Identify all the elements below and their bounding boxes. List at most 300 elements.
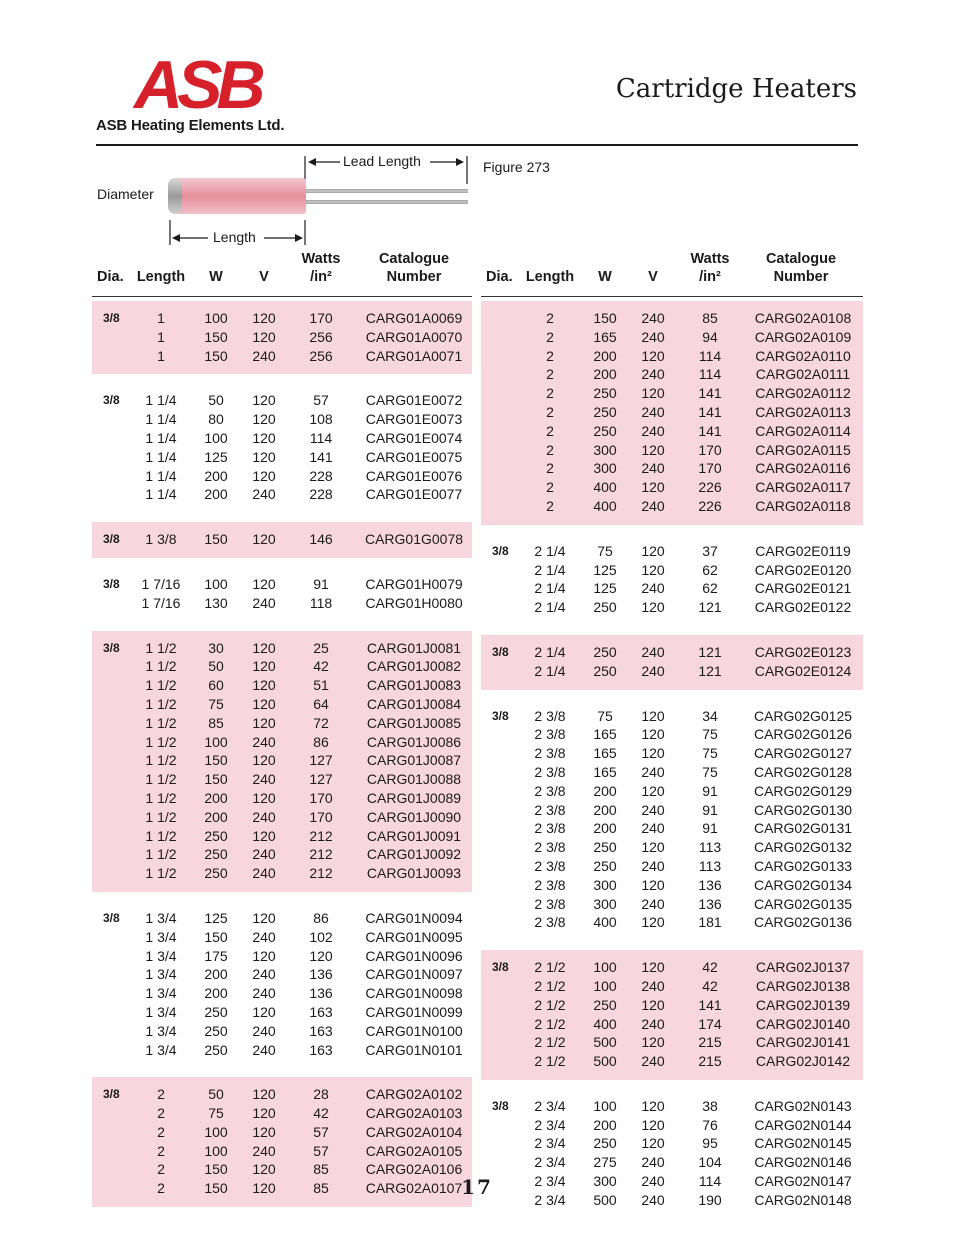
table-row [481,542,863,561]
table-group [481,699,863,942]
figure-label: Figure 273 [483,159,550,175]
catalogue-number-cell: CARG02N0148 [754,1191,852,1208]
table-row [481,441,863,460]
table-row [92,695,472,714]
watt-density-cell: 190 [698,1191,722,1208]
length-cell: 1 1/4 [145,486,177,503]
watt-density-cell: 62 [702,580,718,597]
watt-density-cell: 51 [313,677,329,694]
length-cell: 2 [546,310,554,326]
table-row [92,714,472,733]
watt-density-cell: 75 [702,763,718,780]
dia-cell: 3/8 [492,960,509,975]
watt-density-cell: 170 [698,460,722,477]
watts-w-cell: 200 [593,366,617,383]
table-row [92,1104,472,1123]
volts-cell: 120 [252,827,276,844]
table-row [481,1015,863,1034]
length-cell: 2 [546,347,554,364]
table-row [92,984,472,1003]
catalogue-number-cell: CARG01E0075 [365,448,463,465]
table-group [92,301,472,374]
watt-density-cell: 42 [702,959,718,976]
catalogue-number-cell: CARG02E0119 [755,542,851,559]
watt-density-cell: 85 [702,310,718,326]
catalogue-number-cell: CARG01A0069 [365,310,463,326]
watts-w-cell: 150 [204,752,228,769]
watts-w-cell: 250 [593,643,617,660]
table-row [481,913,863,932]
table-row [92,1003,472,1022]
watt-density-cell: 212 [309,846,333,863]
watts-w-cell: 275 [593,1154,617,1171]
col-dia: Dia. [486,269,513,285]
table-row [92,947,472,966]
watts-w-cell: 150 [204,347,228,364]
volts-cell: 120 [641,599,665,616]
length-cell: 1 1/4 [145,429,177,446]
watt-density-cell: 34 [702,707,718,724]
left-table [92,250,472,1216]
watts-w-cell: 250 [593,857,617,874]
length-cell: 2 3/8 [534,726,566,743]
length-cell: 2 3/8 [534,839,566,856]
heater-cap [168,178,182,214]
length-cell: 1 3/4 [145,1003,177,1020]
table-group [92,567,472,622]
length-cell: 2 1/2 [534,959,566,976]
length-cell: 1 1/2 [145,808,177,825]
volts-cell: 240 [641,1191,665,1208]
watt-density-cell: 62 [702,561,718,578]
watts-w-cell: 175 [204,947,228,964]
catalogue-number-cell: CARG02J0141 [755,1034,851,1051]
watts-w-cell: 250 [593,996,617,1013]
watts-w-cell: 250 [593,1135,617,1152]
watts-w-cell: 200 [593,801,617,818]
watts-w-cell: 250 [204,1041,228,1058]
watts-w-cell: 400 [593,914,617,931]
volts-cell: 120 [641,996,665,1013]
catalogue-number-cell: CARG01J0086 [366,733,462,750]
watts-w-cell: 150 [593,310,617,326]
catalogue-number-cell: CARG02E0123 [754,643,852,660]
watt-density-cell: 104 [698,1154,722,1171]
volts-cell: 120 [641,745,665,762]
table-group [92,901,472,1068]
volts-cell: 120 [641,782,665,799]
length-cell: 2 1/4 [534,643,566,660]
watts-w-cell: 125 [204,448,228,465]
watt-density-cell: 91 [313,575,329,592]
table-row [92,309,472,328]
watts-w-cell: 200 [204,789,228,806]
volts-cell: 120 [252,1105,276,1122]
length-cell: 2 [546,460,554,477]
length-cell: 2 1/2 [534,977,566,994]
table-row [481,459,863,478]
watts-w-cell: 100 [204,575,228,592]
length-cell: 2 3/8 [534,857,566,874]
table-row [481,328,863,347]
dia-cell: 3/8 [103,532,120,547]
catalogue-number-cell: CARG02E0122 [754,599,852,616]
watts-w-cell: 100 [204,310,228,326]
watts-w-cell: 150 [204,928,228,945]
volts-cell: 120 [252,695,276,712]
watts-w-cell: 200 [204,985,228,1002]
watts-w-cell: 300 [593,876,617,893]
catalogue-number-cell: CARG02A0111 [755,366,851,383]
watt-density-cell: 146 [309,531,333,548]
length-cell: 2 3/4 [534,1154,566,1171]
length-cell: 2 [546,422,554,439]
watt-density-cell: 141 [698,996,722,1013]
table-row [481,1097,863,1116]
watts-w-cell: 200 [204,966,228,983]
catalogue-number-cell: CARG01E0072 [365,392,463,409]
watt-density-cell: 86 [313,909,329,926]
watt-density-cell: 94 [702,328,718,345]
col-catalogue-line2: Number [773,269,829,285]
catalogue-number-cell: CARG02N0146 [754,1154,852,1171]
length-cell: 2 3/4 [534,1097,566,1114]
table-group [481,301,863,525]
dia-cell: 3/8 [103,393,120,408]
table-group [481,950,863,1080]
length-cell: 1 1/2 [145,827,177,844]
table-row [481,347,863,366]
catalogue-number-cell: CARG01E0073 [365,411,463,428]
watts-w-cell: 150 [204,771,228,788]
right-table-body [481,297,863,1219]
col-watts-line2: /in² [699,269,721,285]
volts-cell: 120 [252,392,276,409]
volts-cell: 120 [252,467,276,484]
watts-w-cell: 75 [208,1105,224,1122]
volts-cell: 120 [252,1123,276,1140]
volts-cell: 120 [252,1180,276,1197]
catalogue-number-cell: CARG02A0107 [365,1180,463,1197]
watt-density-cell: 141 [698,385,722,402]
watts-w-cell: 250 [593,662,617,679]
table-row [92,639,472,658]
length-cell: 2 3/8 [534,782,566,799]
col-w: W [209,269,223,285]
table-row [92,1123,472,1142]
length-cell: 1 3/4 [145,966,177,983]
catalogue-number-cell: CARG02G0128 [753,763,853,780]
catalogue-number-cell: CARG02G0126 [753,726,853,743]
volts-cell: 240 [641,662,665,679]
volts-cell: 120 [641,876,665,893]
watts-w-cell: 250 [593,599,617,616]
table-row [481,707,863,726]
volts-cell: 240 [641,422,665,439]
length-cell: 1 1/2 [145,846,177,863]
table-row [92,808,472,827]
col-catalogue [362,250,466,286]
table-row [481,422,863,441]
table-row [92,965,472,984]
length-cell: 1 3/4 [145,1022,177,1039]
length-cell: 2 1/2 [534,996,566,1013]
watt-density-cell: 163 [309,1003,333,1020]
table-row [481,1153,863,1172]
watt-density-cell: 226 [698,479,722,496]
volts-cell: 120 [641,1135,665,1152]
watt-density-cell: 170 [309,789,333,806]
watt-density-cell: 256 [309,347,333,364]
catalogue-number-cell: CARG01J0082 [366,658,462,675]
catalogue-number-cell: CARG02G0127 [753,745,853,762]
watts-w-cell: 100 [593,977,617,994]
catalogue-number-cell: CARG02N0143 [754,1097,852,1114]
table-row [481,1052,863,1071]
watts-w-cell: 500 [593,1034,617,1051]
volts-cell: 120 [252,1161,276,1178]
volts-cell: 240 [641,820,665,837]
volts-cell: 120 [641,441,665,458]
volts-cell: 240 [641,403,665,420]
watts-w-cell: 250 [204,1022,228,1039]
volts-cell: 240 [641,328,665,345]
table-row [92,448,472,467]
catalogue-number-cell: CARG02J0142 [755,1053,851,1070]
catalogue-number-cell: CARG02G0134 [753,876,853,893]
length-cell: 2 1/4 [534,662,566,679]
volts-cell: 120 [252,429,276,446]
watts-w-cell: 200 [593,782,617,799]
catalogue-number-cell: CARG01J0084 [366,695,462,712]
length-cell: 1 1/2 [145,733,177,750]
watts-w-cell: 250 [204,1003,228,1020]
table-row [92,827,472,846]
length-cell: 1 1/2 [145,752,177,769]
watt-density-cell: 120 [309,947,333,964]
table-row [92,864,472,883]
col-v: V [648,269,658,285]
length-cell: 1 3/4 [145,947,177,964]
catalogue-number-cell: CARG01E0074 [365,429,463,446]
dia-cell: 3/8 [103,640,120,655]
table-row [92,770,472,789]
watt-density-cell: 163 [309,1022,333,1039]
table-row [92,575,472,594]
length-cell: 1 3/4 [145,909,177,926]
watt-density-cell: 212 [309,865,333,882]
watt-density-cell: 136 [309,985,333,1002]
watt-density-cell: 163 [309,1041,333,1058]
length-cell: 2 3/4 [534,1173,566,1190]
volts-cell: 120 [252,714,276,731]
watts-w-cell: 500 [593,1053,617,1070]
catalogue-number-cell: CARG01N0095 [365,928,463,945]
length-cell: 2 1/2 [534,1034,566,1051]
length-cell: 1 1/2 [145,714,177,731]
watts-w-cell: 400 [593,497,617,514]
length-cell: 2 [546,497,554,514]
length-cell: 1 1/4 [145,467,177,484]
col-dia: Dia. [97,269,124,285]
watts-w-cell: 100 [593,1097,617,1114]
table-row [481,763,863,782]
watt-density-cell: 181 [698,914,722,931]
length-cell: 1 3/4 [145,1041,177,1058]
table-row [92,676,472,695]
volts-cell: 240 [252,928,276,945]
watts-w-cell: 150 [204,328,228,345]
catalogue-number-cell: CARG01N0097 [365,966,463,983]
watts-w-cell: 75 [597,542,613,559]
watt-density-cell: 136 [698,876,722,893]
length-cell: 2 3/8 [534,707,566,724]
volts-cell: 120 [641,1034,665,1051]
watts-w-cell: 75 [597,707,613,724]
watt-density-cell: 170 [309,310,333,326]
watts-w-cell: 85 [208,714,224,731]
col-watts-line2: /in² [310,269,332,285]
watt-density-cell: 215 [698,1034,722,1051]
volts-cell: 240 [641,977,665,994]
catalogue-number-cell: CARG02N0145 [754,1135,852,1152]
right-table-header [481,250,863,297]
length-cell: 2 3/8 [534,820,566,837]
table-row [92,733,472,752]
table-row [92,657,472,676]
watt-density-cell: 91 [702,820,718,837]
col-catalogue-line2: Number [386,269,442,285]
length-cell: 1 7/16 [141,575,181,592]
table-row [481,977,863,996]
table-row [92,909,472,928]
watts-w-cell: 100 [204,429,228,446]
catalogue-number-cell: CARG02G0125 [753,707,853,724]
table-row [481,782,863,801]
table-row [92,530,472,549]
length-cell: 1 [157,328,165,345]
dia-cell: 3/8 [492,708,509,723]
catalogue-number-cell: CARG01A0070 [365,328,463,345]
volts-cell: 240 [252,771,276,788]
table-group [481,1089,863,1219]
table-row [481,598,863,617]
watts-w-cell: 200 [593,820,617,837]
length-cell: 2 3/8 [534,895,566,912]
watts-w-cell: 200 [204,467,228,484]
length-cell: 1 [157,347,165,364]
watt-density-cell: 57 [313,1142,329,1159]
watt-density-cell: 228 [309,467,333,484]
volts-cell: 240 [641,643,665,660]
watt-density-cell: 113 [698,857,722,874]
table-row [92,391,472,410]
length-cell: 1 1/2 [145,865,177,882]
volts-cell: 120 [641,479,665,496]
watts-w-cell: 250 [593,422,617,439]
lead-length-label: Lead Length [343,153,421,169]
watt-density-cell: 212 [309,827,333,844]
page-title: Cartridge Heaters [615,74,857,104]
watt-density-cell: 136 [309,966,333,983]
volts-cell: 120 [252,448,276,465]
watts-w-cell: 250 [204,865,228,882]
watt-density-cell: 127 [309,752,333,769]
watt-density-cell: 136 [698,895,722,912]
table-row [92,328,472,347]
catalogue-number-cell: CARG02A0112 [755,385,851,402]
table-row [481,895,863,914]
table-row [92,845,472,864]
watt-density-cell: 72 [313,714,329,731]
watt-density-cell: 28 [313,1086,329,1103]
catalogue-number-cell: CARG02A0113 [755,403,851,420]
catalogue-number-cell: CARG02A0115 [755,441,851,458]
volts-cell: 120 [641,347,665,364]
left-table-body [92,297,472,1207]
watts-w-cell: 150 [204,1161,228,1178]
length-cell: 1 3/4 [145,985,177,1002]
table-group [92,383,472,513]
table-row [481,1116,863,1135]
volts-cell: 120 [252,328,276,345]
length-cell: 1 1/2 [145,658,177,675]
length-cell: 2 [546,328,554,345]
length-cell: 2 [157,1180,165,1197]
table-group [481,534,863,626]
dia-cell: 3/8 [103,576,120,591]
table-row [481,579,863,598]
catalogue-number-cell: CARG02A0105 [365,1142,463,1159]
volts-cell: 120 [252,310,276,326]
watts-w-cell: 300 [593,1173,617,1190]
watts-w-cell: 30 [208,639,224,656]
table-row [92,1041,472,1060]
watt-density-cell: 85 [313,1180,329,1197]
volts-cell: 120 [252,411,276,428]
watts-w-cell: 250 [593,403,617,420]
table-row [481,744,863,763]
table-group [92,522,472,558]
length-cell: 2 [546,385,554,402]
catalogue-number-cell: CARG02E0121 [754,580,852,597]
table-row [481,857,863,876]
asb-logo-mark [134,47,260,123]
watt-density-cell: 102 [309,928,333,945]
watt-density-cell: 57 [313,1123,329,1140]
catalogue-number-cell: CARG02G0133 [753,857,853,874]
col-length: Length [136,269,186,285]
watt-density-cell: 85 [313,1161,329,1178]
catalogue-number-cell: CARG01J0091 [366,827,462,844]
catalogue-number-cell: CARG02N0147 [754,1173,852,1190]
dia-cell: 3/8 [103,910,120,925]
length-cell: 2 1/4 [534,542,566,559]
watts-w-cell: 165 [593,726,617,743]
watt-density-cell: 64 [313,695,329,712]
volts-cell: 120 [641,726,665,743]
volts-cell: 120 [252,909,276,926]
volts-cell: 240 [641,1173,665,1190]
catalogue-number-cell: CARG02A0103 [365,1105,463,1122]
watt-density-cell: 121 [698,643,722,660]
length-cell: 2 [157,1161,165,1178]
watt-density-cell: 57 [313,392,329,409]
table-row [481,643,863,662]
watts-w-cell: 400 [593,479,617,496]
right-table [481,250,863,1228]
table-row [92,1085,472,1104]
